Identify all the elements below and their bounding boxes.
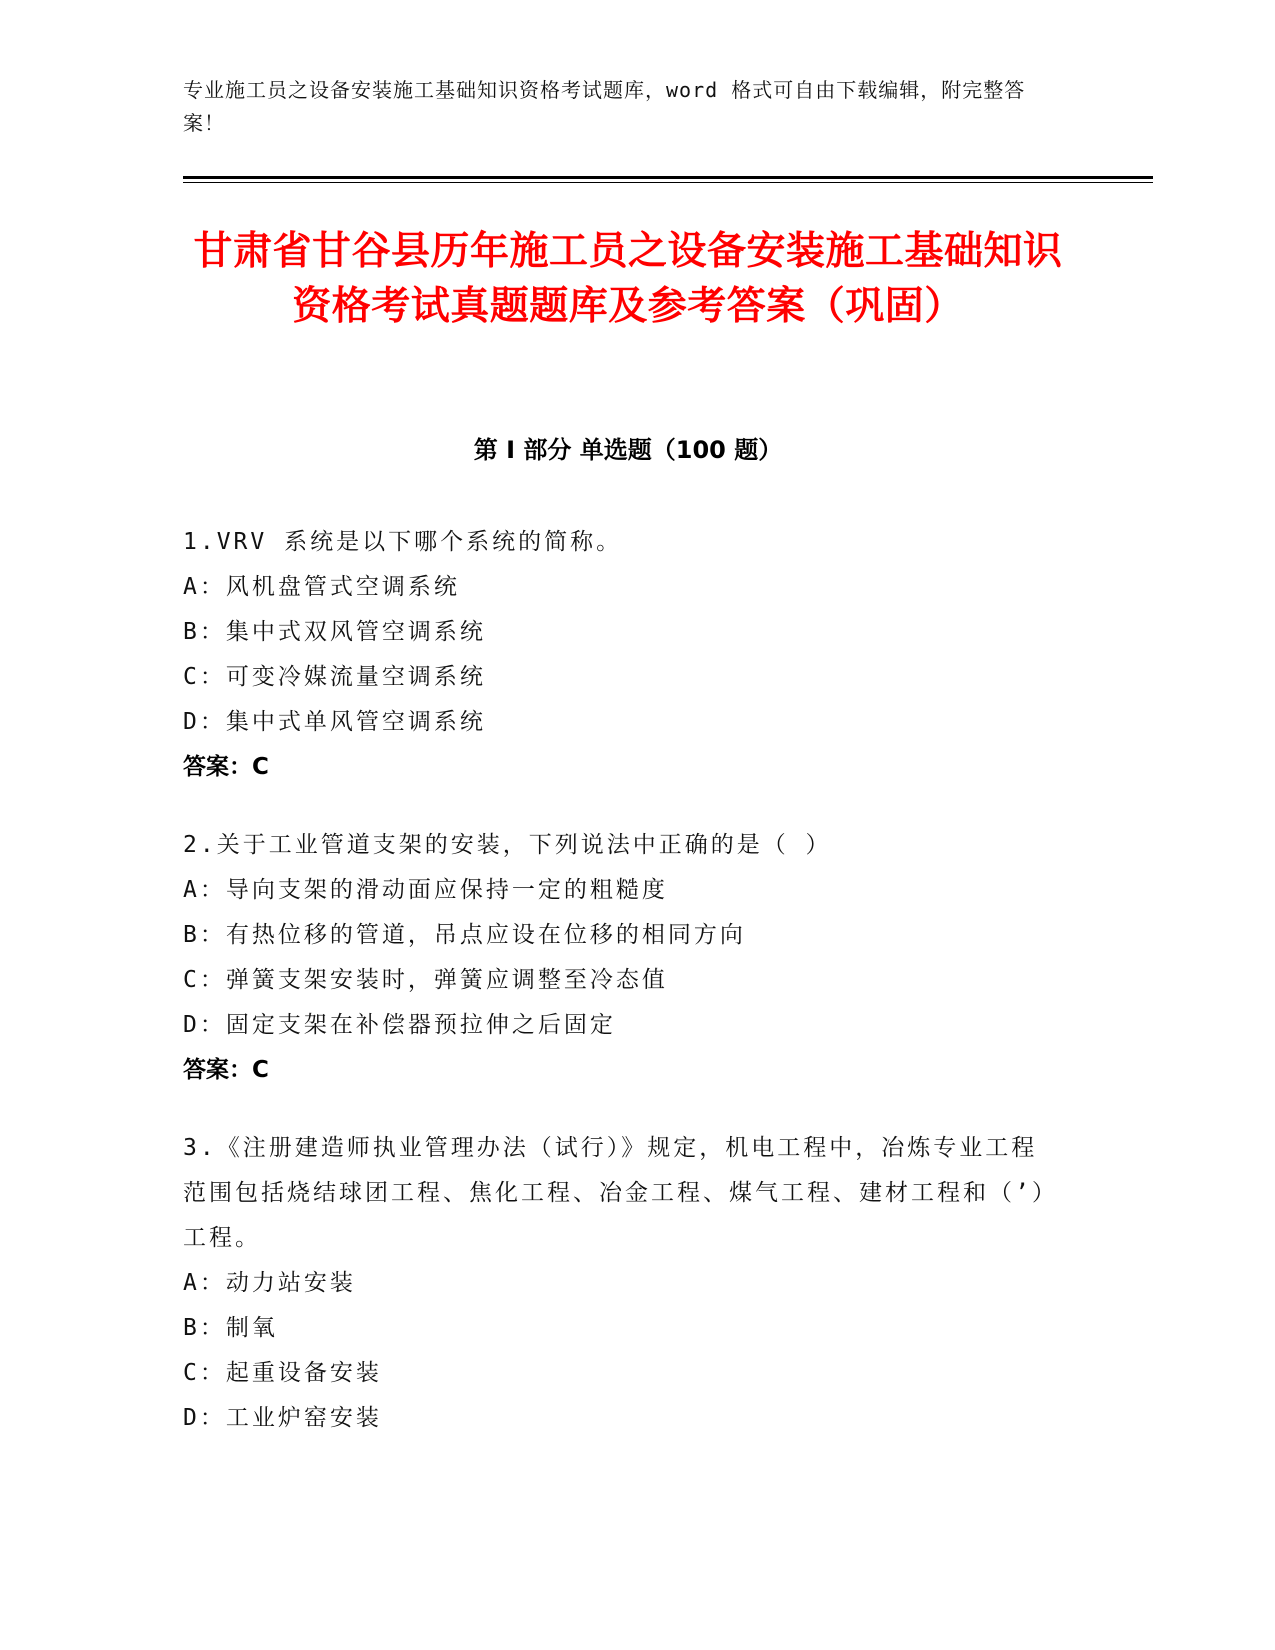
- option-a: A：动力站安装: [183, 1270, 356, 1296]
- option-a: A：导向支架的滑动面应保持一定的粗糙度: [183, 877, 668, 903]
- option-c: C：可变冷媒流量空调系统: [183, 664, 486, 690]
- question-item: [183, 823, 1063, 1093]
- answer-text: 答案：C: [183, 1057, 269, 1083]
- question-item: [183, 520, 1063, 790]
- document-title: 甘肃省甘谷县历年施工员之设备安装施工基础知识资格考试真题题库及参考答案（巩固）: [193, 229, 1063, 329]
- option-b: B：集中式双风管空调系统: [183, 619, 486, 645]
- question-stem: 3.《注册建造师执业管理办法（试行）》规定，机电工程中，冶炼专业工程范围包括烧结球团工程、焦化工程、冶金工程、煤气工程、建材工程和（’）工程。: [183, 1135, 1058, 1251]
- option-d: D：固定支架在补偿器预拉伸之后固定: [183, 1012, 616, 1038]
- section-heading: 第 I 部分 单选题（100 题）: [473, 436, 783, 464]
- header-divider-thick: [183, 176, 1153, 179]
- option-b: B：制氧: [183, 1315, 278, 1341]
- option-c: C：弹簧支架安装时，弹簧应调整至冷态值: [183, 967, 668, 993]
- option-d: D：集中式单风管空调系统: [183, 709, 486, 735]
- option-a: A：风机盘管式空调系统: [183, 574, 460, 600]
- question-item: [183, 1126, 1063, 1441]
- question-list: [183, 520, 1063, 1474]
- question-stem: 1.VRV 系统是以下哪个系统的简称。: [183, 529, 623, 555]
- header-divider-thin: [183, 182, 1153, 183]
- header-note: 专业施工员之设备安装施工基础知识资格考试题库，word 格式可自由下载编辑，附完整答案！: [183, 78, 1026, 135]
- answer-text: 答案：C: [183, 754, 269, 780]
- option-d: D：工业炉窑安装: [183, 1405, 382, 1431]
- question-stem: 2.关于工业管道支架的安装，下列说法中正确的是（ ）: [183, 832, 832, 858]
- option-b: B：有热位移的管道，吊点应设在位移的相同方向: [183, 922, 746, 948]
- option-c: C：起重设备安装: [183, 1360, 382, 1386]
